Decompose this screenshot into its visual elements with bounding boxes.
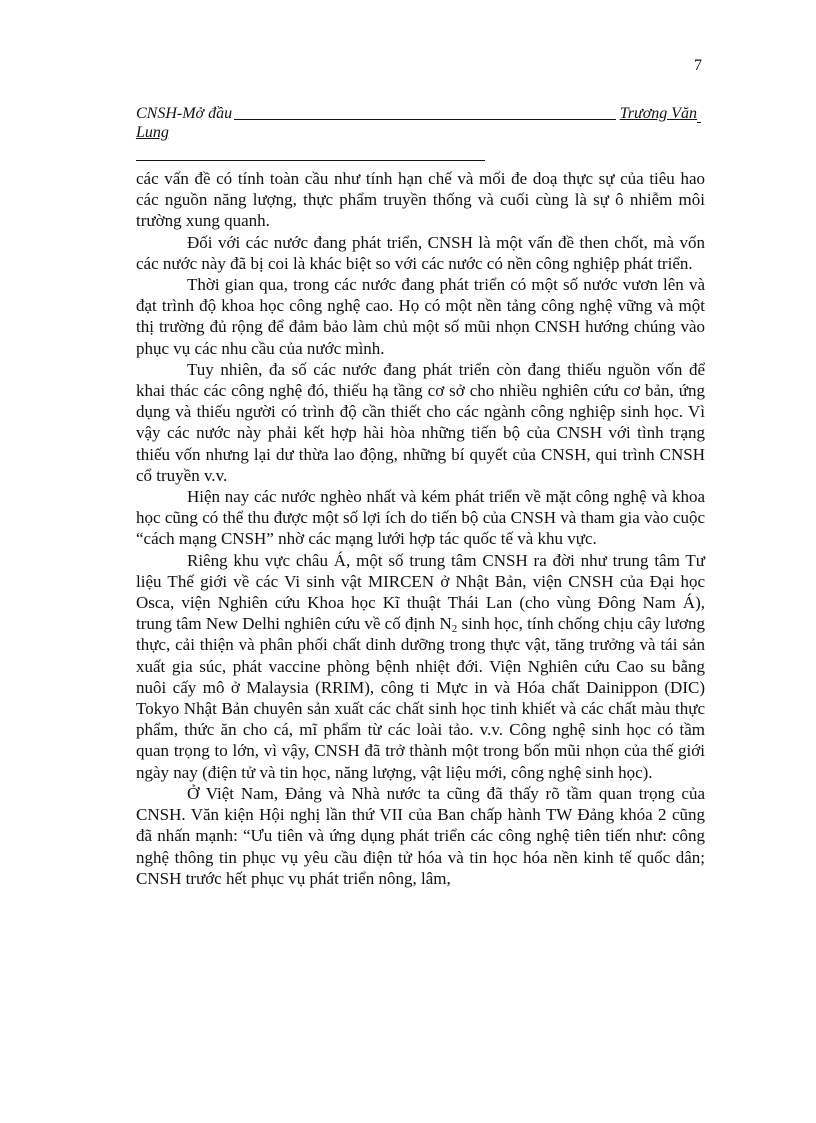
paragraph	[136, 550, 705, 783]
page-number: 7	[694, 57, 702, 74]
paragraph: Đối với các nước đang phát triển, CNSH là một vấn đề then chốt, mà vốn các nước này đã bị coi là khác biệt so với các nước có nền công nghiệp phát triển.	[136, 232, 705, 273]
paragraph: Thời gian qua, trong các nước đang phát triển có một số nước vươn lên và đạt trình độ khoa học công nghệ cao. Họ có một nền tảng công nghệ vững và một thị trường đủ rộng để đảm bảo làm chủ một số mũi nhọn CNSH hướng chúng vào phục vụ các nhu cầu của nước mình.	[136, 275, 705, 358]
paragraph: Tuy nhiên, đa số các nước đang phát triển còn đang thiếu nguồn vốn để khai thác các công nghệ đó, thiếu hạ tầng cơ sở cho nhiều nghiên cứu cơ bản, ứng dụng và thiếu người có trình độ cần thiết cho các ngành công nghiệp sinh học. Vì vậy các nước này phải kết hợp hài hòa những tiến bộ của CNSH với tình trạng thiếu vốn nhưng lại dư thừa lao động, những bí quyết của CNSH, qui trình CNSH cổ truyền v.v.	[136, 359, 705, 485]
paragraph: Hiện nay các nước nghèo nhất và kém phát triển về mặt công nghệ và khoa học cũng có thể thu được một số lợi ích do tiến bộ của CNSH và tham gia vào cuộc “cách mạng CNSH” nhờ các mạng lưới hợp tác quốc tế và khu vực.	[136, 487, 705, 549]
paragraph: Ở Việt Nam, Đảng và Nhà nước ta cũng đã thấy rõ tầm quan trọng của CNSH. Văn kiện Hội nghị lần thứ VII của Ban chấp hành TW Đảng khóa 2 cũng đã nhấn mạnh: “Ưu tiên và ứng dụng phát triển các công nghệ tiên tiến như: công nghệ thông tin phục vụ yêu cầu điện tử hóa và tin học hóa nền kinh tế quốc dân; CNSH trước hết phục vụ phát triển nông, lâm,	[136, 783, 705, 888]
paragraph-text: Riêng khu vực châu Á, một số trung tâm CNSH ra đời như trung tâm Tư liệu Thế giới về các Vi sinh vật MIRCEN ở Nhật Bản, viện CNSH của Đại học Osca, viện Nghiên cứu Khoa học Kĩ thuật Thái Lan (cho vùng Đông Nam Á), trung tâm New Delhi nghiên cứu về cố định N	[136, 550, 705, 634]
header-author-continued: Lung	[136, 124, 169, 141]
header-author: Trương Văn	[619, 105, 697, 122]
paragraph-continuation: các vấn đề có tính toàn cầu như tính hạn chế và mối đe doạ thực sự của tiêu hao các nguồn năng lượng, thực phẩm truyền thống và cuối cùng là sự ô nhiễm môi trường xung quanh.	[136, 169, 705, 231]
subscript: 2	[451, 623, 458, 636]
body-text	[136, 168, 705, 889]
header-chapter-title: CNSH-Mở đầu	[136, 105, 233, 122]
running-header	[136, 104, 701, 142]
header-rule	[136, 160, 485, 161]
header-underline-tail	[697, 108, 701, 123]
running-header-line	[136, 104, 701, 123]
header-underline-fill	[234, 105, 616, 120]
paragraph-text: sinh học, tính chống chịu cây lương thực, cải thiện và phân phối chất dinh dưỡng trong thực vật, tăng trưởng và tái sản xuất gia súc, phát vaccine phòng bệnh nhiệt đới. Viện Nghiên cứu Cao su bằng nuôi cấy mô ở Malaysia (RRIM), công ti Mực in và Hóa chất Dainippon (DIC) Tokyo Nhật Bản chuyên sản xuất các chất sinh học tinh khiết và các chất màu thực phẩm, thức ăn cho cá, mĩ phẩm từ các loài tảo. v.v. Công nghệ sinh học có tầm quan trọng to lớn, vì vậy, CNSH đã trở thành một trong bốn mũi nhọn của thế giới ngày nay (điện tử và tin học, năng lượng, vật liệu mới, công nghệ sinh học).	[136, 614, 705, 782]
